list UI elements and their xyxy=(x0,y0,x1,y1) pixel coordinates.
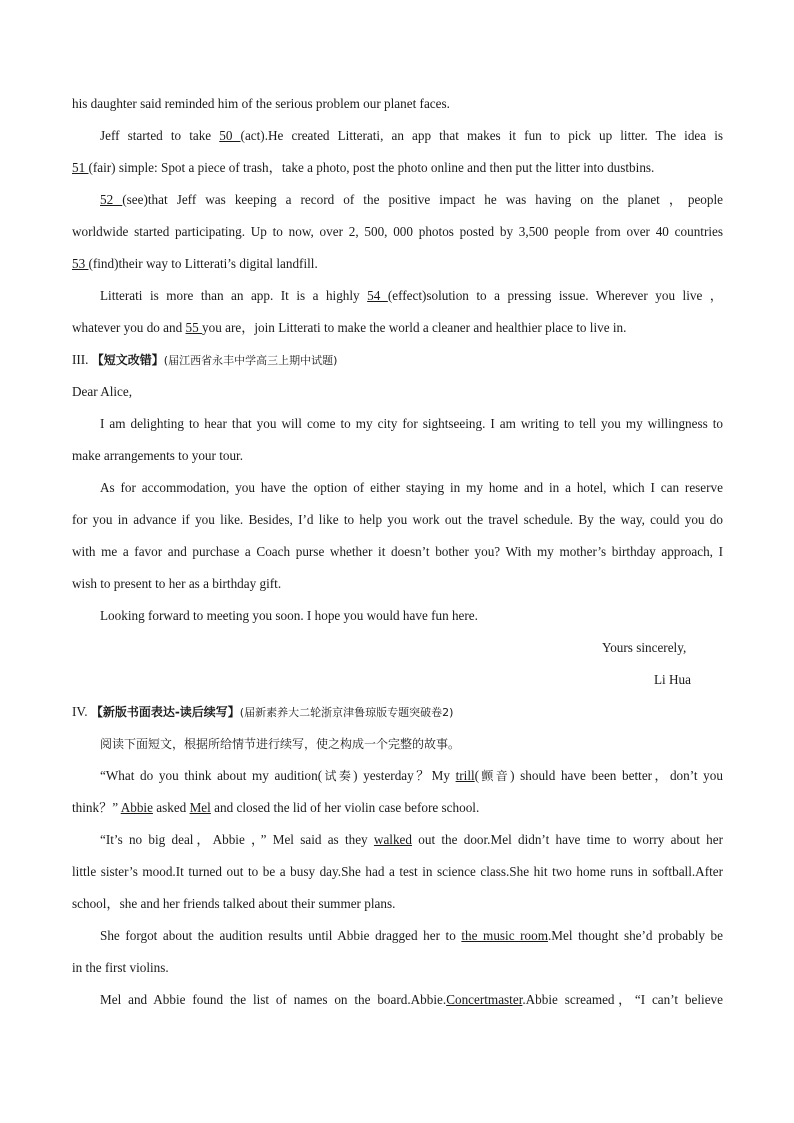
section-source: (届新素养大二轮浙京津鲁琼版专题突破卷2) xyxy=(239,706,454,719)
gloss-text: 试奏 xyxy=(322,769,354,783)
letter-signature xyxy=(654,670,734,690)
letter-text: Looking forward to meeting you soon. I hope you would have fun here. xyxy=(100,608,478,623)
story-text: She forgot about the audition results until Abbie dragged her to xyxy=(100,928,462,943)
paragraph-text: Jeff started to take xyxy=(100,128,220,143)
blank-52: 52 xyxy=(100,192,123,207)
text-line xyxy=(72,798,723,818)
paragraph-text: you are，join Litterati to make the world a cleaner and healthier place to live in. xyxy=(202,320,627,335)
paragraph-text: Litterati is more than an app. It is a highly xyxy=(100,288,368,303)
story-text: ) yesterday？My xyxy=(353,768,456,783)
paragraph-text: (see)that Jeff was keeping a record of the positive impact he was having on the planet ，people xyxy=(122,192,723,207)
text-line xyxy=(100,766,723,786)
underlined-word: trill xyxy=(455,768,475,783)
letter-closing xyxy=(602,638,742,658)
text-line xyxy=(100,606,723,626)
story-text: “What do you think about my audition( xyxy=(100,768,323,783)
gloss-text: 颤音 xyxy=(479,769,511,783)
underlined-word: walked xyxy=(373,832,413,847)
story-text: think？” xyxy=(72,800,121,815)
text-line xyxy=(100,926,723,946)
story-text: in the first violins. xyxy=(72,960,169,975)
text-line xyxy=(72,318,723,338)
underlined-word: Concertmaster xyxy=(446,992,523,1007)
text-line xyxy=(72,862,723,882)
text-line xyxy=(100,734,723,754)
blank-53: 53 xyxy=(72,256,89,271)
text-line xyxy=(72,222,723,242)
text-line xyxy=(72,574,723,594)
text-line xyxy=(72,446,723,466)
paragraph-text: (act).He created Litterati, an app that makes it fun to pick up litter. The idea is xyxy=(240,128,723,143)
blank-55: 55 xyxy=(185,320,203,335)
text-line xyxy=(72,94,723,114)
paragraph-text: (find)their way to Litterati’s digital landfill. xyxy=(88,256,318,271)
blank-51: 51 xyxy=(72,160,89,175)
letter-text: with me a favor and purchase a Coach purse whether it doesn’t bother you? With my mother’s birthday approach, I xyxy=(72,544,723,559)
section-tag: 【短文改错】 xyxy=(91,353,164,367)
underlined-word: Abbie xyxy=(120,800,153,815)
text-line xyxy=(72,958,723,978)
text-line xyxy=(100,990,723,1010)
story-text: and closed the lid of her violin case before school. xyxy=(210,800,480,815)
text-line xyxy=(72,382,723,402)
text-line xyxy=(72,510,723,530)
section-number: IV. xyxy=(72,704,91,719)
text-line xyxy=(100,286,723,306)
letter-text: As for accommodation, you have the option of either staying in my home and in a hotel, which I can reserve xyxy=(100,480,723,495)
section-tag: 【新版书面表达-读后续写】 xyxy=(90,705,240,719)
paragraph-text: (effect)solution to a pressing issue. Wherever you live ， xyxy=(387,288,723,303)
signature-text: Li Hua xyxy=(654,672,691,687)
text-line xyxy=(72,542,723,562)
story-text: little sister’s mood.It turned out to be a busy day.She had a test in science class.She hit two home runs in softball.After xyxy=(72,864,723,879)
section-source: (届江西省永丰中学高三上期中试题) xyxy=(163,354,338,367)
story-text: asked xyxy=(152,800,190,815)
instruction-text: 阅读下面短文，根据所给情节进行续写，使之构成一个完整的故事。 xyxy=(100,737,461,751)
underlined-word: the music room xyxy=(461,928,548,943)
text-line xyxy=(100,126,723,146)
letter-text: wish to present to her as a birthday gift. xyxy=(72,576,282,591)
story-text: ( xyxy=(474,768,480,783)
blank-54: 54 xyxy=(367,288,388,303)
story-text: Mel and Abbie found the list of names on the board.Abbie. xyxy=(100,992,447,1007)
story-text: “It’s no big deal，Abbie ，” Mel said as they xyxy=(100,832,374,847)
story-text: out the door.Mel didn’t have time to worry about her xyxy=(412,832,723,847)
text-line xyxy=(100,478,723,498)
letter-text: I am delighting to hear that you will come to my city for sightseeing. I am writing to tell you my willingness to xyxy=(100,416,723,431)
blank-50: 50 xyxy=(219,128,241,143)
paragraph-text: whatever you do and xyxy=(72,320,186,335)
paragraph-text: his daughter said reminded him of the serious problem our planet faces. xyxy=(72,96,450,111)
text-line xyxy=(100,414,723,434)
story-text: school，she and her friends talked about their summer plans. xyxy=(72,896,396,911)
section-number: III. xyxy=(72,352,92,367)
story-text: ) should have been better，don’t you xyxy=(510,768,723,783)
letter-salutation: Dear Alice, xyxy=(72,384,133,399)
text-line xyxy=(100,830,723,850)
section-heading-iii xyxy=(72,350,723,370)
section-heading-iv xyxy=(72,702,723,722)
story-text: .Abbie screamed，“I can’t believe xyxy=(522,992,723,1007)
text-line xyxy=(72,254,723,274)
underlined-word: Mel xyxy=(189,800,211,815)
text-line xyxy=(100,190,723,210)
text-line xyxy=(72,894,723,914)
text-line xyxy=(72,158,723,178)
paragraph-text: (fair) simple: Spot a piece of trash，take a photo, post the photo online and then put the litter into dustbins. xyxy=(88,160,655,175)
closing-text: Yours sincerely, xyxy=(602,640,687,655)
letter-text: for you in advance if you like. Besides, I’d like to help you work out the travel schedule. By the way, could you do xyxy=(72,512,723,527)
story-text: .Mel thought she’d probably be xyxy=(547,928,723,943)
letter-text: make arrangements to your tour. xyxy=(72,448,244,463)
paragraph-text: worldwide started participating. Up to now, over 2, 500, 000 photos posted by 3,500 people from over 40 countries xyxy=(72,224,723,239)
